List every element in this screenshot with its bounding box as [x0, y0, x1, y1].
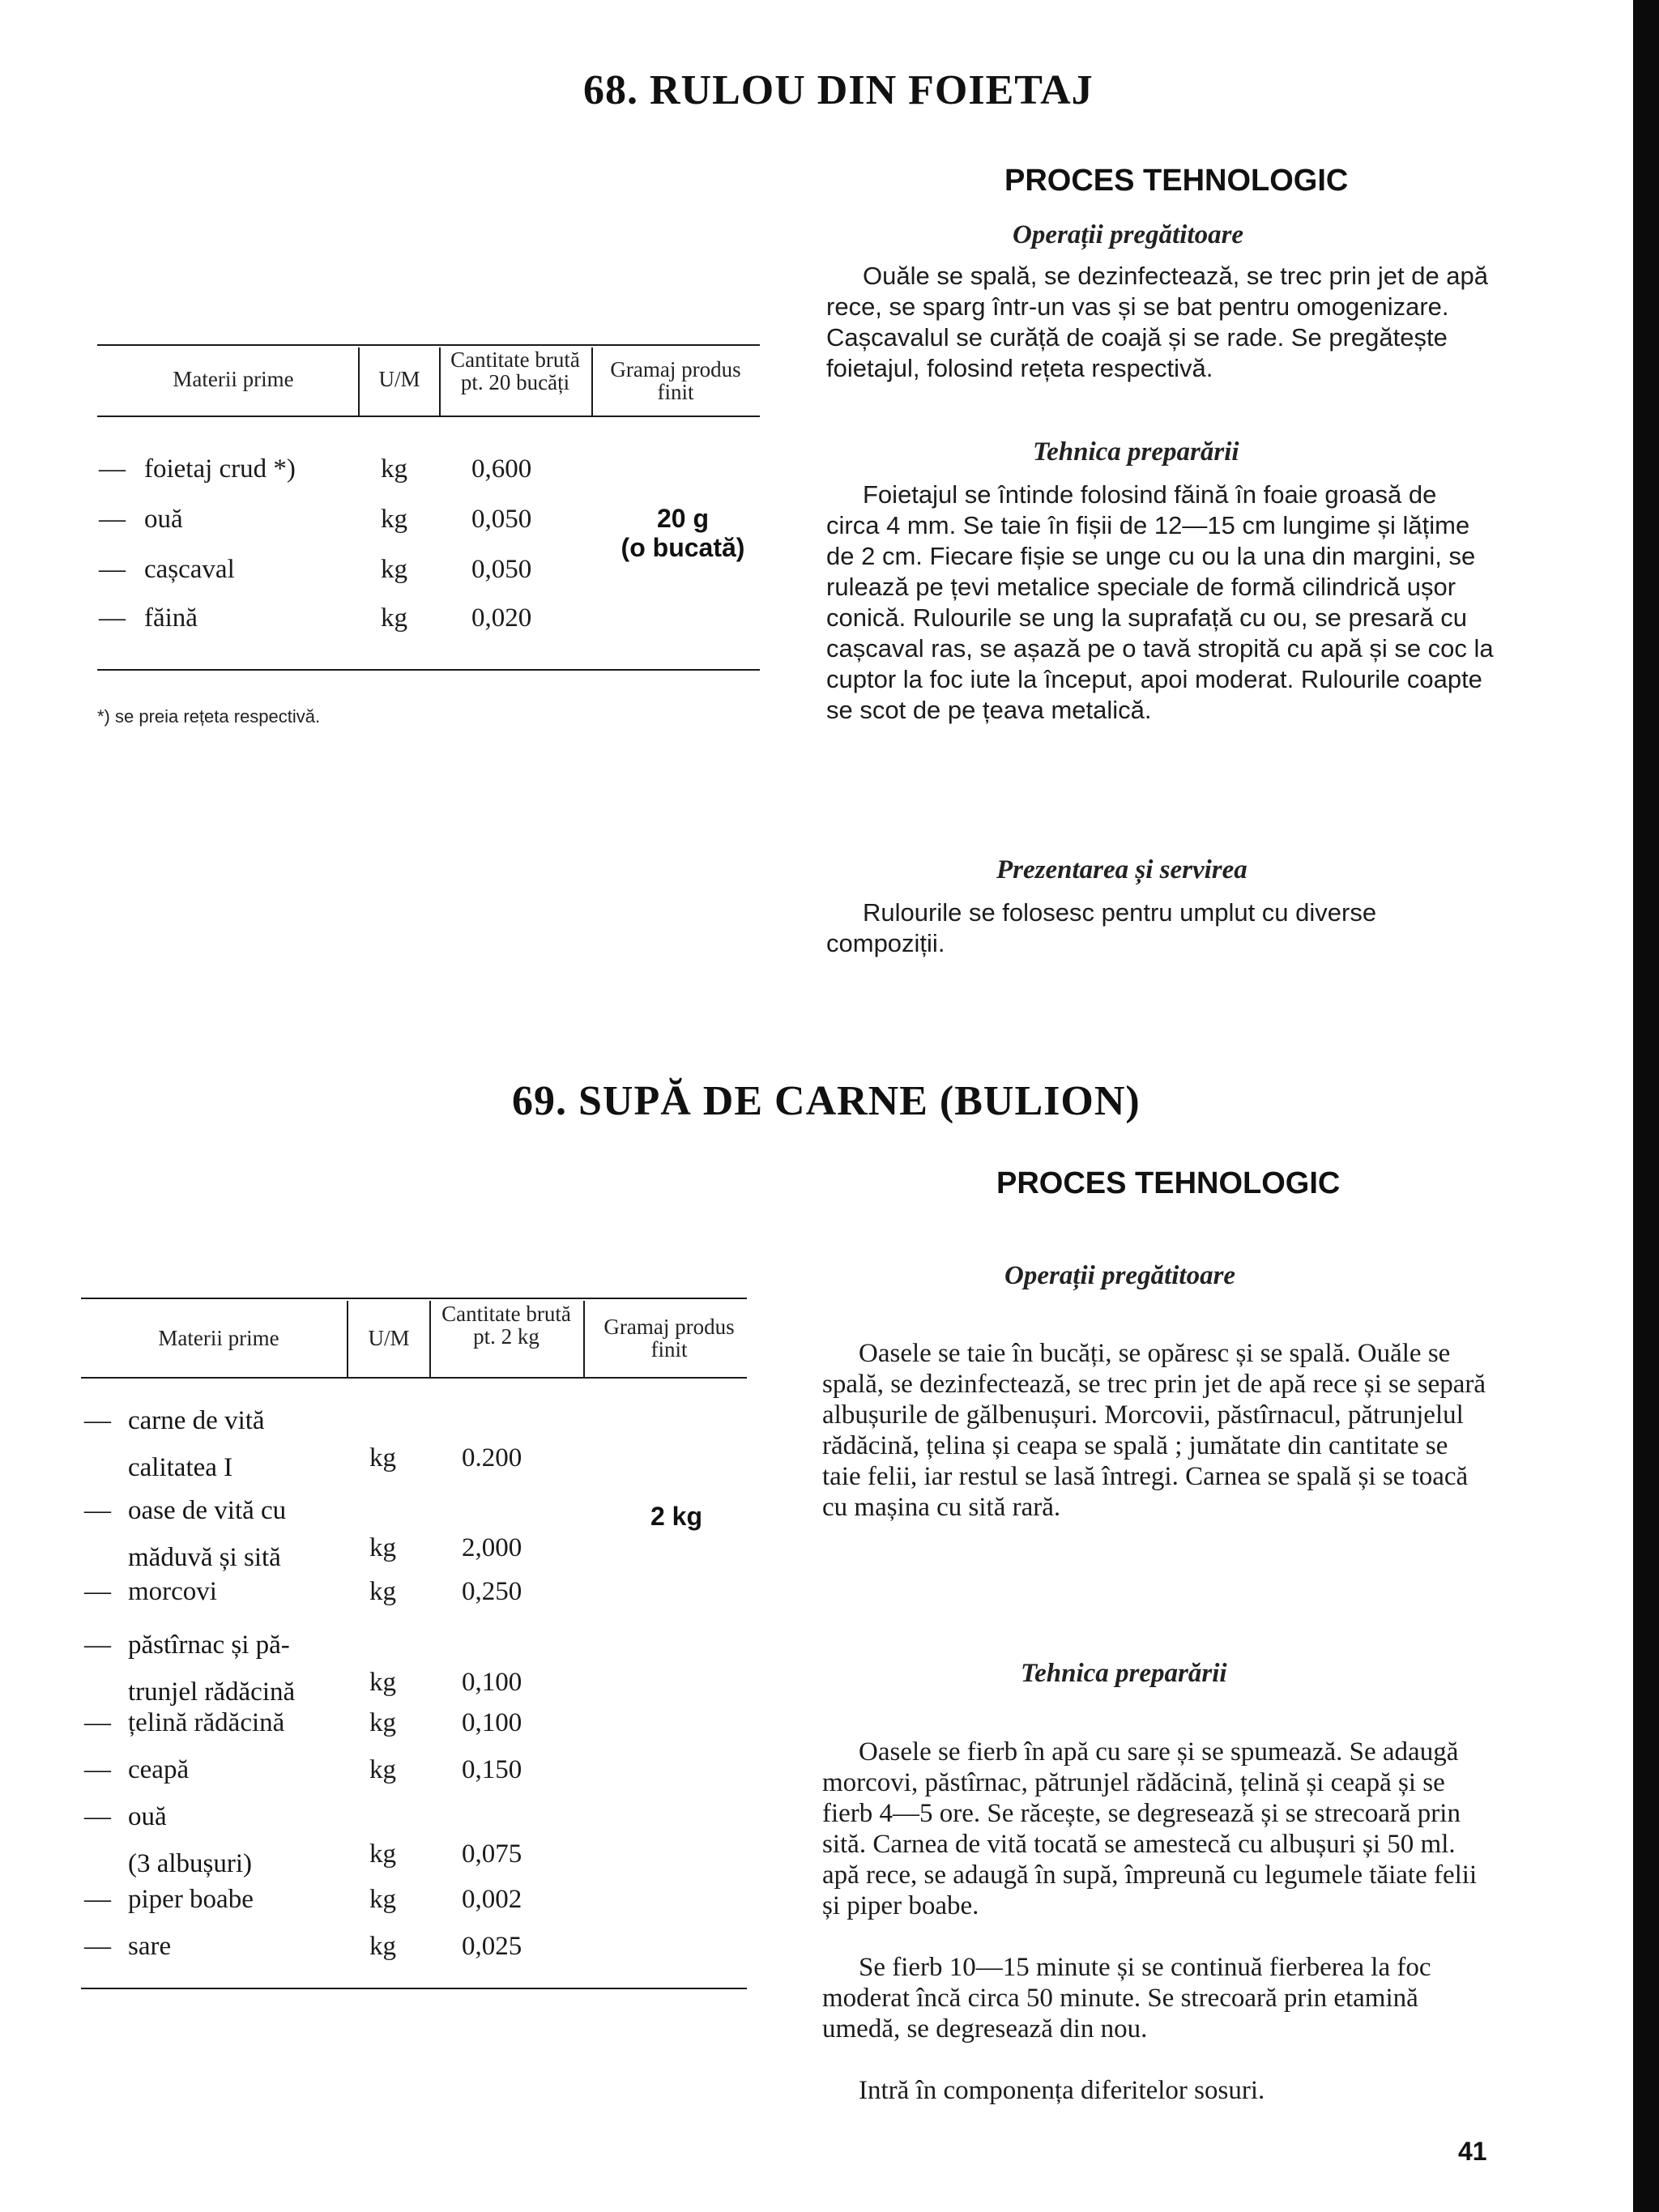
ingredient-quantity: 0,050 — [471, 555, 532, 584]
ingredient-quantity: 0,150 — [462, 1755, 522, 1784]
prep-heading: Operații pregătitoare — [1013, 220, 1244, 249]
header-quantity: Cantitate brută pt. 20 bucăți — [450, 347, 580, 394]
tech-text: Se fierb 10—15 minute și se continuă fierberea la foc moderat încă circa 50 minute. Se strecoară prin etamină umedă, se degresează din nou. — [822, 1953, 1431, 2044]
ingredient-quantity: 0,600 — [471, 454, 532, 484]
portion-weight: 2 kg — [650, 1502, 703, 1531]
ingredient-unit: kg — [369, 1839, 396, 1869]
prep-text: Ouăle se spală, se dezinfectează, se trec prin jet de apă rece, se sparg într-un vas și se bat pentru omogenizare. Cașcavalul se curăță de coajă și se rade. Se pregătește foietajul, folosind rețeta respectivă. — [826, 262, 1489, 382]
ingredient-name: cașcaval — [144, 555, 235, 584]
ingredient-unit: kg — [369, 1708, 396, 1737]
ingredient-name: piper boabe — [128, 1885, 254, 1914]
tech-text: Intră în componența diferitelor sosuri. — [859, 2076, 1265, 2105]
ingredient-name: păstîrnac și pă- trunjel rădăcină — [128, 1630, 296, 1707]
tech-text: Foietajul se întinde folosind făină în foaie groasă de circa 4 mm. Se taie în fișii de 12—15 cm lungime și lățime de 2 cm. Fiecare fișie se unge cu ou la una din margini, se rulează pe țevi metalice speciale de formă cilindrică ușor conică. Rulourile se ung la suprafață cu ou, se presară cu cașcaval ras, se așază pe o tavă stropită cu apă și se coc la cuptor la foc iute la început, apoi moderat. Rulourile coapte se scot de pe țeava metalică. — [826, 480, 1494, 724]
ingredient-name: carne de vită calitatea I — [128, 1406, 265, 1482]
process-title: PROCES TEHNOLOGIC — [1004, 164, 1349, 198]
header-materials: Materii prime — [173, 367, 294, 391]
ingredient-name: ouă (3 albușuri) — [128, 1802, 253, 1878]
recipe-69-title: 69. SUPĂ DE CARNE (BULION) — [512, 1078, 1141, 1124]
header-portion: Gramaj produs finit — [603, 1315, 735, 1362]
ingredient-name: țelină rădăcină — [128, 1708, 285, 1737]
ingredient-name: oase de vită cu măduvă și sită — [128, 1496, 287, 1572]
ingredient-unit: kg — [369, 1533, 396, 1562]
ingredient-unit: kg — [369, 1755, 396, 1784]
ingredient-quantity: 0,100 — [462, 1668, 522, 1697]
header-quantity: Cantitate brută pt. 2 kg — [441, 1302, 571, 1349]
ingredient-quantity: 0,050 — [471, 505, 532, 534]
table-header-rule — [97, 416, 760, 417]
binding-edge — [1633, 0, 1659, 2212]
footnote: *) se preia rețeta respectivă. — [97, 706, 321, 727]
ingredient-quantity: 0,025 — [462, 1932, 522, 1961]
ingredient-quantity: 0,100 — [462, 1708, 522, 1737]
serve-text: Rulourile se folosesc pentru umplut cu diverse compoziții. — [826, 898, 1377, 957]
recipe-68-title: 68. RULOU DIN FOIETAJ — [583, 67, 1094, 113]
ingredient-name: foietaj crud *) — [144, 454, 296, 484]
prep-text: Oasele se taie în bucăți, se opăresc și se spală. Ouăle se spală, se dezinfectează, se trec prin jet de apă rece și se separă albușurile de gălbenușuri. Morcovii, păstîrnacul, pătrunjelul rădăcină, țelina și ceapa se spală ; jumătate din cantitate se taie felii, iar restul se lasă întregi. Carnea se spală și se toacă cu mașina cu sită rară. — [822, 1339, 1486, 1522]
column-divider — [347, 1301, 348, 1377]
ingredient-quantity: 0,250 — [462, 1577, 522, 1606]
column-divider — [439, 347, 441, 416]
process-title: PROCES TEHNOLOGIC — [996, 1166, 1341, 1200]
ingredient-quantity: 2,000 — [462, 1533, 522, 1562]
ingredient-unit: kg — [381, 603, 407, 633]
header-unit: U/M — [368, 1326, 410, 1350]
table-top-rule — [97, 344, 760, 346]
ingredient-unit: kg — [369, 1668, 396, 1697]
table-top-rule — [81, 1298, 747, 1299]
ingredient-unit: kg — [369, 1932, 396, 1961]
table-bottom-rule — [81, 1988, 747, 1989]
ingredient-unit: kg — [381, 454, 407, 484]
ingredient-name: sare — [128, 1932, 172, 1961]
ingredient-unit: kg — [369, 1443, 396, 1473]
ingredient-unit: kg — [381, 505, 407, 534]
ingredient-quantity: 0.200 — [462, 1443, 522, 1473]
serve-heading: Prezentarea și servirea — [996, 855, 1247, 884]
page-number: 41 — [1458, 2137, 1487, 2166]
tech-heading: Tehnica preparării — [1021, 1659, 1227, 1688]
ingredient-quantity: 0,002 — [462, 1885, 522, 1914]
header-unit: U/M — [378, 367, 420, 391]
header-materials: Materii prime — [158, 1326, 279, 1350]
table-bottom-rule — [97, 669, 760, 671]
ingredient-unit: kg — [369, 1577, 396, 1606]
ingredient-name: morcovi — [128, 1577, 217, 1606]
column-divider — [583, 1301, 585, 1377]
ingredient-name: făină — [144, 603, 198, 633]
tech-heading: Tehnica preparării — [1033, 437, 1239, 467]
column-divider — [591, 347, 593, 416]
column-divider — [429, 1301, 431, 1377]
ingredient-name: ouă — [144, 505, 183, 534]
header-portion: Gramaj produs finit — [610, 357, 741, 404]
tech-text: Oasele se fierb în apă cu sare și se spumează. Se adaugă morcovi, păstîrnac, pătrunjel rădăcină, țelină și ceapă și se fierb 4—5 ore. Se răcește, se degresează și se strecoară prin sită. Carnea de vită tocată se amestecă cu albușuri și 50 ml. apă rece, se adaugă în supă, împreună cu legumele tăiate felii și piper boabe. — [822, 1737, 1478, 1920]
portion-weight: 20 g (o bucată) — [621, 504, 745, 562]
column-divider — [358, 347, 360, 416]
prep-heading: Operații pregătitoare — [1004, 1261, 1236, 1290]
table-header-rule — [81, 1377, 747, 1379]
ingredient-quantity: 0,020 — [471, 603, 532, 633]
ingredient-unit: kg — [369, 1885, 396, 1914]
ingredient-unit: kg — [381, 555, 407, 584]
ingredient-quantity: 0,075 — [462, 1839, 522, 1869]
ingredient-name: ceapă — [128, 1755, 190, 1784]
